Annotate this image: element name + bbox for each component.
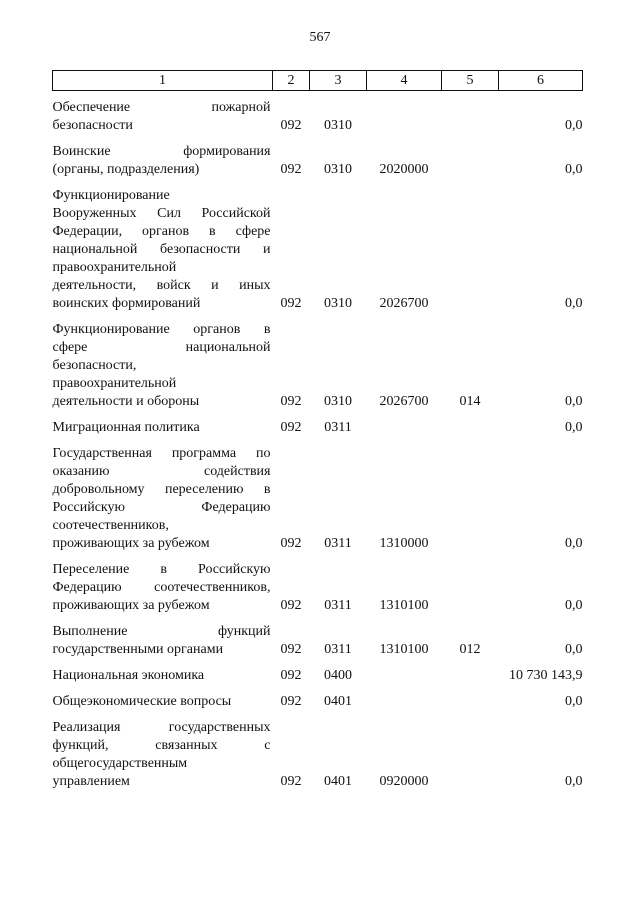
row-amount: 0,0 xyxy=(565,420,583,435)
row-target-article xyxy=(367,659,442,685)
row-ved-code: 092 xyxy=(280,536,302,551)
row-ved-code: 092 xyxy=(280,642,302,657)
row-name xyxy=(53,659,273,685)
row-name xyxy=(53,411,273,437)
row-target-article xyxy=(367,411,442,437)
row-section-code: 0310 xyxy=(324,162,352,177)
row-section-code: 0310 xyxy=(324,296,352,311)
row-ved-code: 092 xyxy=(280,118,302,133)
row-name-line: правоохранительной xyxy=(52,260,177,275)
row-section-code: 0311 xyxy=(324,420,352,435)
row-ved-code: 092 xyxy=(280,296,302,311)
row-target-article: 0920000 xyxy=(379,774,429,789)
row-target-article xyxy=(367,685,442,711)
row-name xyxy=(53,313,273,411)
column-header-4: 4 xyxy=(367,71,442,91)
row-name-line: Переселение в Российскую xyxy=(52,562,271,577)
row-section-code: 0401 xyxy=(324,774,352,789)
table-row xyxy=(53,411,583,437)
row-target-article: 2020000 xyxy=(379,162,429,177)
row-section-code: 0400 xyxy=(324,668,352,683)
column-header-2: 2 xyxy=(273,71,310,91)
row-ved-code: 092 xyxy=(280,598,302,613)
budget-table xyxy=(52,70,583,791)
table-row xyxy=(53,135,583,179)
row-name-line: Вооруженных Сил Российской xyxy=(52,206,271,221)
table-row xyxy=(53,659,583,685)
table-row xyxy=(53,313,583,411)
row-name-line: правоохранительной xyxy=(52,376,177,391)
row-section-code: 0311 xyxy=(324,598,352,613)
row-name xyxy=(53,553,273,615)
row-amount: 0,0 xyxy=(565,394,583,409)
row-expense-type xyxy=(442,659,499,685)
row-amount: 0,0 xyxy=(565,536,583,551)
row-name xyxy=(53,615,273,659)
column-header-1: 1 xyxy=(53,71,273,91)
row-name-line: государственными органами xyxy=(52,642,224,657)
row-expense-type xyxy=(442,411,499,437)
column-header-5: 5 xyxy=(442,71,499,91)
row-name-line: общегосударственным xyxy=(52,756,188,771)
row-name xyxy=(53,685,273,711)
table-row xyxy=(53,553,583,615)
row-amount: 0,0 xyxy=(565,774,583,789)
row-ved-code: 092 xyxy=(280,668,302,683)
row-name-line: Функционирование xyxy=(52,188,170,203)
row-name-line: добровольному переселению в xyxy=(52,482,271,497)
row-name xyxy=(53,179,273,313)
table-row xyxy=(53,179,583,313)
row-name-line: Общеэкономические вопросы xyxy=(52,694,232,709)
row-expense-type xyxy=(442,91,499,136)
row-ved-code: 092 xyxy=(280,394,302,409)
row-name xyxy=(53,135,273,179)
row-name-line: Воинские формирования xyxy=(52,144,271,159)
row-amount: 0,0 xyxy=(565,598,583,613)
row-expense-type xyxy=(442,179,499,313)
row-amount: 0,0 xyxy=(565,162,583,177)
row-ved-code: 092 xyxy=(280,162,302,177)
row-expense-type: 012 xyxy=(459,642,481,657)
row-name-line: деятельности и обороны xyxy=(52,394,200,409)
table-body xyxy=(53,91,583,792)
row-name-line: Обеспечение пожарной xyxy=(52,100,271,115)
row-ved-code: 092 xyxy=(280,694,302,709)
row-expense-type xyxy=(442,437,499,553)
row-name-line: оказанию содействия xyxy=(52,464,271,479)
row-name xyxy=(53,91,273,136)
row-name-line: Реализация государственных xyxy=(52,720,271,735)
row-name-line: безопасности, xyxy=(52,358,137,373)
row-target-article: 1310100 xyxy=(379,598,429,613)
table-row xyxy=(53,685,583,711)
row-name-line: (органы, подразделения) xyxy=(52,162,200,177)
row-ved-code: 092 xyxy=(280,774,302,789)
row-name-line: безопасности xyxy=(52,118,133,133)
row-expense-type xyxy=(442,711,499,791)
row-target-article: 2026700 xyxy=(379,394,429,409)
row-name-line: национальной безопасности и xyxy=(52,242,271,257)
row-section-code: 0311 xyxy=(324,642,352,657)
row-name xyxy=(53,711,273,791)
row-amount: 0,0 xyxy=(565,296,583,311)
row-target-article: 1310100 xyxy=(379,642,429,657)
row-name-line: Выполнение функций xyxy=(52,624,271,639)
row-name-line: Миграционная политика xyxy=(52,420,200,435)
row-section-code: 0310 xyxy=(324,118,352,133)
row-expense-type xyxy=(442,553,499,615)
row-name-line: Национальная экономика xyxy=(52,668,205,683)
row-name-line: Функционирование органов в xyxy=(52,322,271,337)
row-amount: 0,0 xyxy=(565,118,583,133)
header-row xyxy=(53,71,583,91)
table-row xyxy=(53,711,583,791)
row-name-line: управлением xyxy=(52,774,130,789)
table-row xyxy=(53,91,583,136)
row-ved-code: 092 xyxy=(280,420,302,435)
row-expense-type xyxy=(442,685,499,711)
row-target-article: 2026700 xyxy=(379,296,429,311)
row-expense-type xyxy=(442,135,499,179)
table-row xyxy=(53,437,583,553)
page-number: 567 xyxy=(309,30,331,45)
row-amount: 10 730 143,9 xyxy=(509,668,583,683)
table-row xyxy=(53,615,583,659)
column-header-3: 3 xyxy=(310,71,367,91)
table-header xyxy=(53,71,583,91)
row-name-line: Федерации, органов в сфере xyxy=(52,224,271,239)
row-section-code: 0310 xyxy=(324,394,352,409)
row-target-article xyxy=(367,91,442,136)
row-section-code: 0311 xyxy=(324,536,352,551)
row-amount: 0,0 xyxy=(565,694,583,709)
row-name-line: Государственная программа по xyxy=(52,446,271,461)
row-name-line: деятельности, войск и иных xyxy=(52,278,271,293)
row-name-line: функций, связанных с xyxy=(52,738,271,753)
column-header-6: 6 xyxy=(499,71,583,91)
row-name-line: соотечественников, xyxy=(52,518,169,533)
row-name xyxy=(53,437,273,553)
row-name-line: сфере национальной xyxy=(52,340,271,355)
row-target-article: 1310000 xyxy=(379,536,429,551)
row-name-line: проживающих за рубежом xyxy=(52,536,210,551)
row-section-code: 0401 xyxy=(324,694,352,709)
row-name-line: Федерацию соотечественников, xyxy=(52,580,271,595)
row-name-line: проживающих за рубежом xyxy=(52,598,210,613)
row-name-line: Российскую Федерацию xyxy=(52,500,271,515)
row-amount: 0,0 xyxy=(565,642,583,657)
row-expense-type: 014 xyxy=(459,394,481,409)
row-name-line: воинских формирований xyxy=(52,296,201,311)
